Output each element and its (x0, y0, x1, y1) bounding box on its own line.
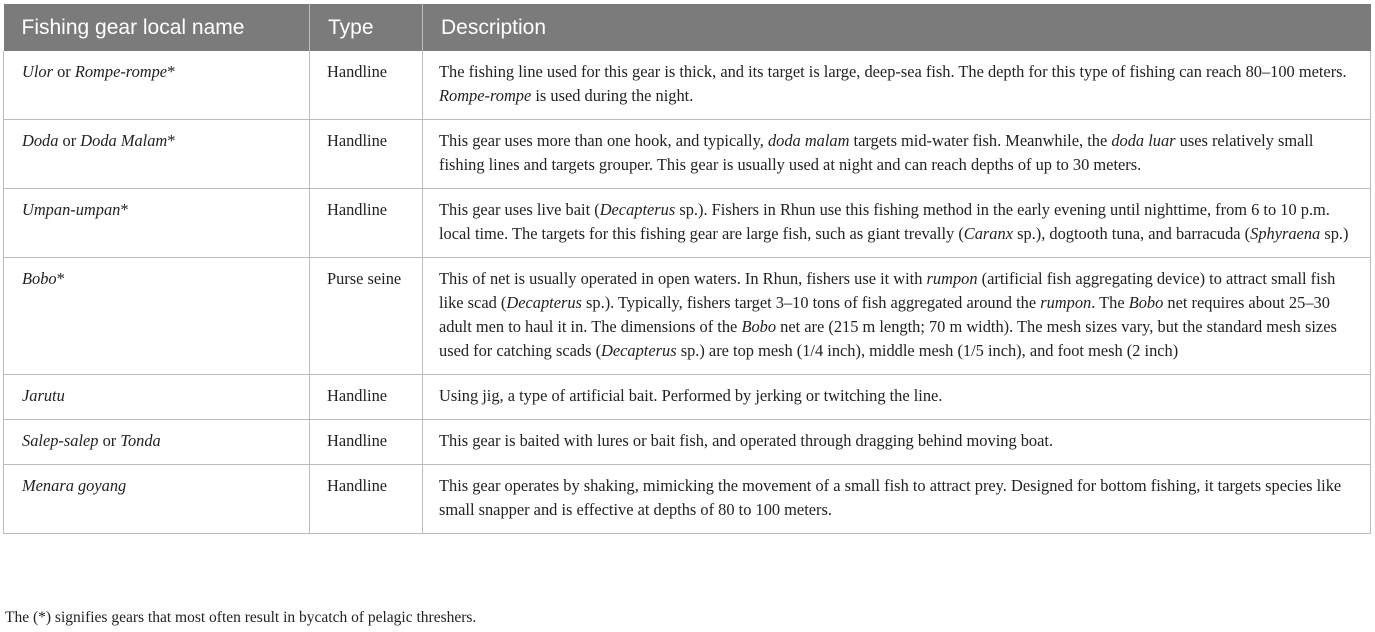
gear-description-cell: The fishing line used for this gear is thick, and its target is large, deep-sea fish. The depth for this type of fishing can reach 80–100 meters. Rompe-rompe is used during the night. (423, 51, 1371, 120)
column-header-description: Description (423, 4, 1371, 51)
gear-name-cell: Menara goyang (4, 465, 310, 534)
gear-name-cell: Bobo* (4, 258, 310, 375)
table-body (4, 51, 1371, 534)
gear-type-cell: Handline (310, 420, 423, 465)
column-header-name: Fishing gear local name (4, 4, 310, 51)
gear-type-cell: Handline (310, 51, 423, 120)
table-row (4, 51, 1371, 120)
gear-type-cell: Purse seine (310, 258, 423, 375)
table-footnote: The (*) signifies gears that most often result in bycatch of pelagic threshers. (5, 609, 477, 626)
gear-description-cell: This gear uses live bait (Decapterus sp.). Fishers in Rhun use this fishing method in the early evening until nighttime, from 6 to 10 p.m. local time. The targets for this fishing gear are large fish, such as giant trevally (Caranx sp.), dogtooth tuna, and barracuda (Sphyraena sp.) (423, 189, 1371, 258)
gear-type-cell: Handline (310, 189, 423, 258)
table-header-row (4, 4, 1371, 51)
table-row (4, 189, 1371, 258)
gear-description-cell: This gear uses more than one hook, and typically, doda malam targets mid-water fish. Meanwhile, the doda luar uses relatively small fishing lines and targets grouper. This gear is usually used at night and can reach depths of up to 30 meters. (423, 120, 1371, 189)
gear-type-cell: Handline (310, 120, 423, 189)
table-row (4, 120, 1371, 189)
gear-name-cell: Salep-salep or Tonda (4, 420, 310, 465)
table-row (4, 258, 1371, 375)
gear-description-cell: This gear is baited with lures or bait fish, and operated through dragging behind moving boat. (423, 420, 1371, 465)
table-row (4, 420, 1371, 465)
table-row (4, 375, 1371, 420)
gear-name-cell: Jarutu (4, 375, 310, 420)
gear-description-cell: Using jig, a type of artificial bait. Performed by jerking or twitching the line. (423, 375, 1371, 420)
fishing-gear-table (3, 4, 1371, 534)
gear-name-cell: Umpan-umpan* (4, 189, 310, 258)
gear-name-cell: Doda or Doda Malam* (4, 120, 310, 189)
gear-type-cell: Handline (310, 465, 423, 534)
gear-type-cell: Handline (310, 375, 423, 420)
gear-description-cell: This of net is usually operated in open waters. In Rhun, fishers use it with rumpon (artificial fish aggregating device) to attract small fish like scad (Decapterus sp.). Typically, fishers target 3–10 tons of fish aggregated around the rumpon. The Bobo net requires about 25–30 adult men to haul it in. The dimensions of the Bobo net are (215 m length; 70 m width). The mesh sizes vary, but the standard mesh sizes used for catching scads (Decapterus sp.) are top mesh (1/4 inch), middle mesh (1/5 inch), and foot mesh (2 inch) (423, 258, 1371, 375)
table-row (4, 465, 1371, 534)
gear-name-cell: Ulor or Rompe-rompe* (4, 51, 310, 120)
gear-description-cell: This gear operates by shaking, mimicking the movement of a small fish to attract prey. Designed for bottom fishing, it targets species like small snapper and is effective at depths of 80 to 100 meters. (423, 465, 1371, 534)
column-header-type: Type (310, 4, 423, 51)
